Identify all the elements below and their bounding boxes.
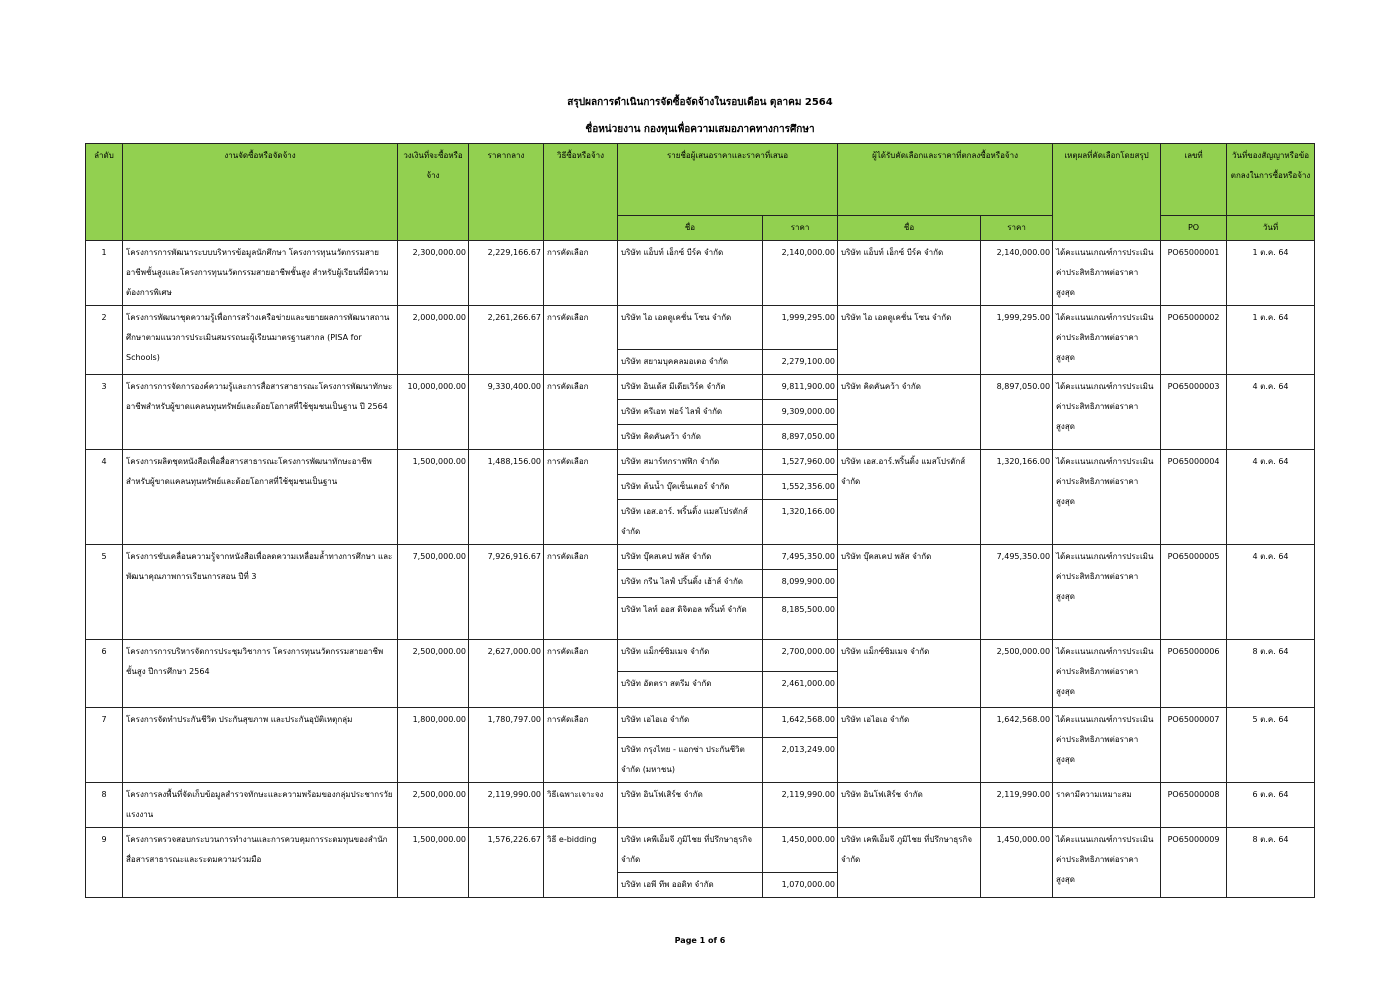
procurement-item: โครงการลงพื้นที่จัดเก็บข้อมูลสำรวจทักษะและความพร้อมของกลุ่มประชากรวัยแรงงาน bbox=[123, 783, 398, 828]
method-cell: วิธี e-bidding bbox=[544, 828, 618, 898]
contract-date: 8 ต.ค. 64 bbox=[1227, 828, 1315, 898]
contract-date: 5 ต.ค. 64 bbox=[1227, 708, 1315, 783]
bidder-price: 2,279,100.00 bbox=[763, 350, 838, 375]
contract-date: 1 ต.ค. 64 bbox=[1227, 241, 1315, 306]
bidder-name: บริษัท แอ็บท์ เอ็กซ์ บีร์ค จำกัด bbox=[618, 241, 763, 306]
budget-cell: 10,000,000.00 bbox=[398, 375, 469, 450]
budget-cell: 1,500,000.00 bbox=[398, 450, 469, 545]
procurement-item: โครงการพัฒนาชุดความรู้เพื่อการสร้างเครือข่ายและขยายผลการพัฒนาสถานศึกษาตามแนวการประเมินสมรรถนะผู้เรียนมาตรฐานสากล (PISA for Schools) bbox=[123, 306, 398, 375]
header-no: ลำดับ bbox=[86, 144, 123, 241]
page-footer: Page 1 of 6 bbox=[674, 936, 726, 945]
row-number: 1 bbox=[86, 241, 123, 306]
procurement-table bbox=[85, 143, 1315, 898]
table-row bbox=[86, 375, 1315, 400]
bidder-price: 8,897,050.00 bbox=[763, 425, 838, 450]
bidder-name: บริษัท เอส.อาร์. พริ้นติ้ง แมสโปรดักส์ จำกัด bbox=[618, 500, 763, 545]
winner-name: บริษัท บุ๊คสเคป พลัส จำกัด bbox=[838, 545, 981, 640]
bidder-name: บริษัท ไลท์ ออส ดิจิตอล พริ้นท์ จำกัด bbox=[618, 598, 763, 640]
procurement-item: โครงการการบริหารจัดการประชุมวิชาการ โครงการทุนนวัตกรรมสายอาชีพชั้นสูง ปีการศึกษา 2564 bbox=[123, 640, 398, 708]
po-number: PO65000003 bbox=[1161, 375, 1227, 450]
bidder-name: บริษัท สยามบุคคลมอเตอ จำกัด bbox=[618, 350, 763, 375]
header-bidder-name: ชื่อ bbox=[618, 216, 763, 241]
selection-reason: ได้คะแนนเกณฑ์การประเมินค่าประสิทธิภาพต่อราคาสูงสุด bbox=[1053, 375, 1161, 450]
row-number: 7 bbox=[86, 708, 123, 783]
selection-reason: ได้คะแนนเกณฑ์การประเมินค่าประสิทธิภาพต่อราคาสูงสุด bbox=[1053, 545, 1161, 640]
procurement-item: โครงการการจัดการองค์ความรู้และการสื่อสารสาธารณะโครงการพัฒนาทักษะอาชีพสำหรับผู้ขาดแคลนทุนทรัพย์และด้อยโอกาสที่ใช้ชุมชนเป็นฐาน ปี 2564 bbox=[123, 375, 398, 450]
method-cell: การคัดเลือก bbox=[544, 241, 618, 306]
row-number: 2 bbox=[86, 306, 123, 375]
procurement-item: โครงการขับเคลื่อนความรู้จากหนังสือเพื่อลดความเหลื่อมล้ำทางการศึกษา และพัฒนาคุณภาพการเรียนการสอน ปีที่ 3 bbox=[123, 545, 398, 640]
median-price-cell: 2,627,000.00 bbox=[469, 640, 544, 708]
method-cell: วิธีเฉพาะเจาะจง bbox=[544, 783, 618, 828]
table-row bbox=[86, 640, 1315, 672]
po-number: PO65000001 bbox=[1161, 241, 1227, 306]
bidder-name: บริษัท บุ๊คสเคป พลัส จำกัด bbox=[618, 545, 763, 570]
bidder-name: บริษัท อินโฟเสิร์ช จำกัด bbox=[618, 783, 763, 828]
median-price-cell: 9,330,400.00 bbox=[469, 375, 544, 450]
median-price-cell: 2,119,990.00 bbox=[469, 783, 544, 828]
winner-price: 7,495,350.00 bbox=[981, 545, 1053, 640]
method-cell: การคัดเลือก bbox=[544, 450, 618, 545]
selection-reason: ได้คะแนนเกณฑ์การประเมินค่าประสิทธิภาพต่อราคาสูงสุด bbox=[1053, 828, 1161, 898]
procurement-item: โครงการผลิตชุดหนังสือเพื่อสื่อสารสาธารณะโครงการพัฒนาทักษะอาชีพสำหรับผู้ขาดแคลนทุนทรัพย์และด้อยโอกาสที่ใช้ชุมชนเป็นฐาน bbox=[123, 450, 398, 545]
table-row bbox=[86, 708, 1315, 738]
winner-price: 1,999,295.00 bbox=[981, 306, 1053, 375]
contract-date: 4 ต.ค. 64 bbox=[1227, 450, 1315, 545]
procurement-item: โครงการจัดทำประกันชีวิต ประกันสุขภาพ และประกันอุบัติเหตุกลุ่ม bbox=[123, 708, 398, 783]
agency-name: ชื่อหน่วยงาน กองทุนเพื่อความเสมอภาคทางการศึกษา bbox=[585, 124, 815, 135]
bidder-price: 2,013,249.00 bbox=[763, 738, 838, 783]
contract-date: 6 ต.ค. 64 bbox=[1227, 783, 1315, 828]
contract-date: 4 ต.ค. 64 bbox=[1227, 375, 1315, 450]
header-median: ราคากลาง bbox=[469, 144, 544, 241]
bidder-price: 9,811,900.00 bbox=[763, 375, 838, 400]
bidder-price: 1,070,000.00 bbox=[763, 873, 838, 898]
winner-price: 8,897,050.00 bbox=[981, 375, 1053, 450]
winner-name: บริษัท เอส.อาร์.พริ้นติ้ง แมสโปรดักส์ จำกัด bbox=[838, 450, 981, 545]
bidder-name: บริษัท อัตตรา สตรีม จำกัด bbox=[618, 672, 763, 708]
bidder-price: 9,309,000.00 bbox=[763, 400, 838, 425]
bidder-price: 8,099,900.00 bbox=[763, 570, 838, 598]
median-price-cell: 1,780,797.00 bbox=[469, 708, 544, 783]
winner-price: 1,320,166.00 bbox=[981, 450, 1053, 545]
contract-date: 4 ต.ค. 64 bbox=[1227, 545, 1315, 640]
bidder-name: บริษัท เอพี ทีพ ออดิท จำกัด bbox=[618, 873, 763, 898]
bidder-price: 2,140,000.00 bbox=[763, 241, 838, 306]
budget-cell: 2,500,000.00 bbox=[398, 640, 469, 708]
winner-price: 2,119,990.00 bbox=[981, 783, 1053, 828]
bidder-name: บริษัท กรีน ไลฟ์ ปริ้นติ้ง เฮ้าส์ จำกัด bbox=[618, 570, 763, 598]
contract-date: 1 ต.ค. 64 bbox=[1227, 306, 1315, 375]
selection-reason: ได้คะแนนเกณฑ์การประเมินค่าประสิทธิภาพต่อราคาสูงสุด bbox=[1053, 306, 1161, 375]
budget-cell: 1,500,000.00 bbox=[398, 828, 469, 898]
winner-name: บริษัท เคพีเอ็มจี ภูมิไชย ที่ปรึกษาธุรกิจ จำกัด bbox=[838, 828, 981, 898]
method-cell: การคัดเลือก bbox=[544, 306, 618, 375]
procurement-item: โครงการการพัฒนาระบบบริหารข้อมูลนักศึกษา โครงการทุนนวัตกรรมสายอาชีพชั้นสูงและโครงการทุนนวัตกรรมสายอาชีพชั้นสูง สำหรับผู้เรียนที่มีความต้องการพิเศษ bbox=[123, 241, 398, 306]
page-title: สรุปผลการดำเนินการจัดซื้อจัดจ้างในรอบเดือน ตุลาคม 2564 bbox=[567, 97, 833, 108]
winner-name: บริษัท แอ็บท์ เอ็กซ์ บีร์ค จำกัด bbox=[838, 241, 981, 306]
budget-cell: 2,500,000.00 bbox=[398, 783, 469, 828]
winner-name: บริษัท อินโฟเสิร์ช จำกัด bbox=[838, 783, 981, 828]
method-cell: การคัดเลือก bbox=[544, 375, 618, 450]
budget-cell: 7,500,000.00 bbox=[398, 545, 469, 640]
median-price-cell: 1,488,156.00 bbox=[469, 450, 544, 545]
row-number: 9 bbox=[86, 828, 123, 898]
po-number: PO65000007 bbox=[1161, 708, 1227, 783]
method-cell: การคัดเลือก bbox=[544, 640, 618, 708]
header-method: วิธีซื้อหรือจ้าง bbox=[544, 144, 618, 241]
header-bidder-price: ราคา bbox=[763, 216, 838, 241]
row-number: 5 bbox=[86, 545, 123, 640]
bidder-price: 1,527,960.00 bbox=[763, 450, 838, 475]
bidder-price: 7,495,350.00 bbox=[763, 545, 838, 570]
po-number: PO65000004 bbox=[1161, 450, 1227, 545]
selection-reason: ราคามีความเหมาะสม bbox=[1053, 783, 1161, 828]
po-number: PO65000009 bbox=[1161, 828, 1227, 898]
table-row bbox=[86, 545, 1315, 570]
bidder-name: บริษัท สมาร์ทกราฟฟิก จำกัด bbox=[618, 450, 763, 475]
header-bidders: รายชื่อผู้เสนอราคาและราคาที่เสนอ bbox=[618, 144, 838, 216]
row-number: 3 bbox=[86, 375, 123, 450]
budget-cell: 2,300,000.00 bbox=[398, 241, 469, 306]
po-number: PO65000006 bbox=[1161, 640, 1227, 708]
contract-date: 8 ต.ค. 64 bbox=[1227, 640, 1315, 708]
selection-reason: ได้คะแนนเกณฑ์การประเมินค่าประสิทธิภาพต่อราคาสูงสุด bbox=[1053, 708, 1161, 783]
table-row bbox=[86, 450, 1315, 475]
winner-price: 2,140,000.00 bbox=[981, 241, 1053, 306]
bidder-price: 2,700,000.00 bbox=[763, 640, 838, 672]
header-reason: เหตุผลที่คัดเลือกโดยสรุป bbox=[1053, 144, 1161, 241]
header-winner: ผู้ได้รับคัดเลือกและราคาที่ตกลงซื้อหรือจ้าง bbox=[838, 144, 1053, 216]
winner-price: 1,450,000.00 bbox=[981, 828, 1053, 898]
bidder-price: 1,552,356.00 bbox=[763, 475, 838, 500]
selection-reason: ได้คะแนนเกณฑ์การประเมินค่าประสิทธิภาพต่อราคาสูงสุด bbox=[1053, 450, 1161, 545]
bidder-name: บริษัท เอไอเอ จำกัด bbox=[618, 708, 763, 738]
budget-cell: 1,800,000.00 bbox=[398, 708, 469, 783]
bidder-price: 1,320,166.00 bbox=[763, 500, 838, 545]
header-budget: วงเงินที่จะซื้อหรือจ้าง bbox=[398, 144, 469, 241]
table-row bbox=[86, 783, 1315, 828]
winner-name: บริษัท ไอ เอดดูเคชั่น โซน จำกัด bbox=[838, 306, 981, 375]
selection-reason: ได้คะแนนเกณฑ์การประเมินค่าประสิทธิภาพต่อราคาสูงสุด bbox=[1053, 640, 1161, 708]
method-cell: การคัดเลือก bbox=[544, 545, 618, 640]
po-number: PO65000008 bbox=[1161, 783, 1227, 828]
bidder-price: 2,119,990.00 bbox=[763, 783, 838, 828]
median-price-cell: 7,926,916.67 bbox=[469, 545, 544, 640]
median-price-cell: 2,229,166.67 bbox=[469, 241, 544, 306]
bidder-name: บริษัท เคพีเอ็มจี ภูมิไชย ที่ปรึกษาธุรกิจ จำกัด bbox=[618, 828, 763, 873]
method-cell: การคัดเลือก bbox=[544, 708, 618, 783]
row-number: 4 bbox=[86, 450, 123, 545]
winner-price: 1,642,568.00 bbox=[981, 708, 1053, 783]
bidder-price: 1,450,000.00 bbox=[763, 828, 838, 873]
bidder-name: บริษัท คิดคันคว้า จำกัด bbox=[618, 425, 763, 450]
header-winner-name: ชื่อ bbox=[838, 216, 981, 241]
bidder-name: บริษัท ไอ เอดดูเคชั่น โซน จำกัด bbox=[618, 306, 763, 350]
header-winner-price: ราคา bbox=[981, 216, 1053, 241]
table-row bbox=[86, 241, 1315, 306]
row-number: 8 bbox=[86, 783, 123, 828]
header-doc-no: เลขที่ bbox=[1161, 144, 1227, 216]
header-date: วันที่ bbox=[1227, 216, 1315, 241]
budget-cell: 2,000,000.00 bbox=[398, 306, 469, 375]
winner-name: บริษัท เอไอเอ จำกัด bbox=[838, 708, 981, 783]
po-number: PO65000002 bbox=[1161, 306, 1227, 375]
bidder-name: บริษัท ครีเอท ฟอร์ ไลฟ์ จำกัด bbox=[618, 400, 763, 425]
table-row bbox=[86, 306, 1315, 350]
row-number: 6 bbox=[86, 640, 123, 708]
bidder-price: 8,185,500.00 bbox=[763, 598, 838, 640]
winner-price: 2,500,000.00 bbox=[981, 640, 1053, 708]
bidder-price: 1,999,295.00 bbox=[763, 306, 838, 350]
bidder-name: บริษัท อินเด้ส มีเดียเวิร์ค จำกัด bbox=[618, 375, 763, 400]
table-row bbox=[86, 828, 1315, 873]
winner-name: บริษัท แม็กซ์ซิมเมจ จำกัด bbox=[838, 640, 981, 708]
bidder-price: 1,642,568.00 bbox=[763, 708, 838, 738]
header-contract: วันที่ของสัญญาหรือข้อตกลงในการซื้อหรือจ้าง bbox=[1227, 144, 1315, 216]
header-item: งานจัดซื้อหรือจัดจ้าง bbox=[123, 144, 398, 241]
bidder-name: บริษัท แม็กซ์ซิมเมจ จำกัด bbox=[618, 640, 763, 672]
selection-reason: ได้คะแนนเกณฑ์การประเมินค่าประสิทธิภาพต่อราคาสูงสุด bbox=[1053, 241, 1161, 306]
po-number: PO65000005 bbox=[1161, 545, 1227, 640]
bidder-name: บริษัท ต้นน้ำ บุ๊คเซ็นเตอร์ จำกัด bbox=[618, 475, 763, 500]
winner-name: บริษัท คิดคันคว้า จำกัด bbox=[838, 375, 981, 450]
bidder-name: บริษัท กรุงไทย - แอกซ่า ประกันชีวิต จำกัด (มหาชน) bbox=[618, 738, 763, 783]
header-po: PO bbox=[1161, 216, 1227, 241]
procurement-item: โครงการตรวจสอบกระบวนการทำงานและการควบคุมการระดมทุนของสำนักสื่อสารสาธารณะและระดมความร่วมมือ bbox=[123, 828, 398, 898]
bidder-price: 2,461,000.00 bbox=[763, 672, 838, 708]
median-price-cell: 2,261,266.67 bbox=[469, 306, 544, 375]
median-price-cell: 1,576,226.67 bbox=[469, 828, 544, 898]
